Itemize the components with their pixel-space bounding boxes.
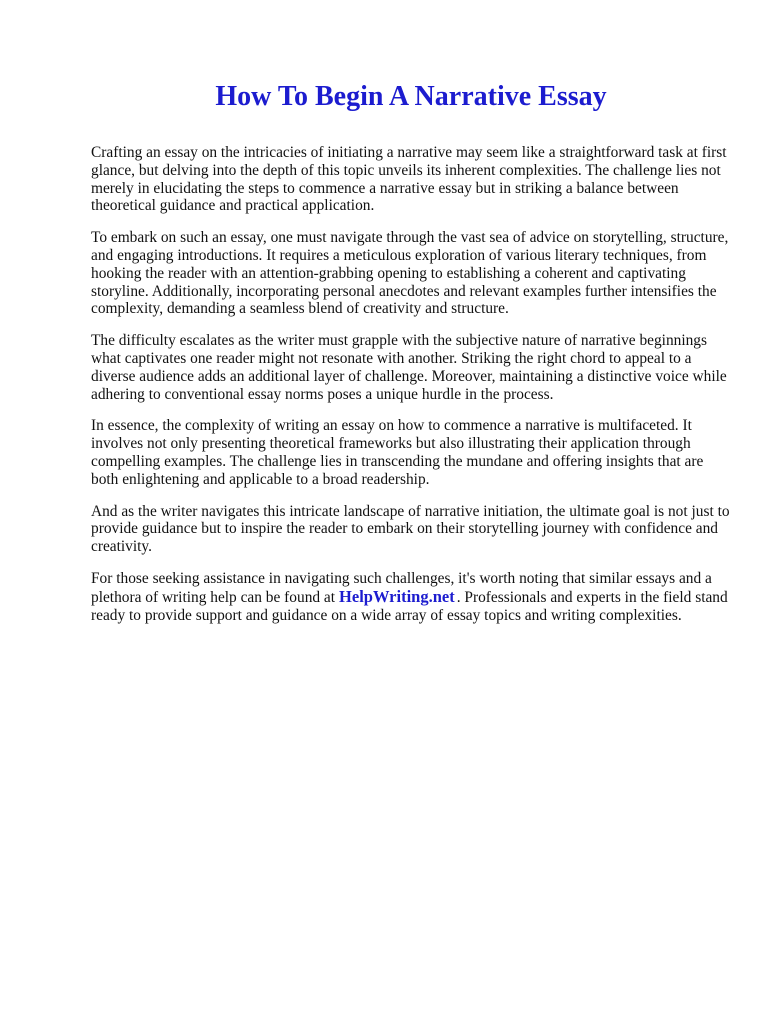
page-title: How To Begin A Narrative Essay (215, 81, 607, 112)
essay-body (91, 144, 731, 638)
helpwriting-link[interactable]: HelpWriting.net (339, 586, 455, 606)
paragraph-5: And as the writer navigates this intricate landscape of narrative initiation, the ultimate goal is not just to provide guidance but to inspire the reader to embark on their storytelling journey with confidence and creativity. (91, 502, 730, 556)
paragraph-6-after-link: . Professionals and experts in the field stand ready to provide support and guidance on a wide array of essay topics and writing complexities. (91, 588, 728, 624)
paragraph-1: Crafting an essay on the intricacies of initiating a narrative may seem like a straightforward task at first glance, but delving into the depth of this topic unveils its inherent complexities. The challenge lies not merely in elucidating the steps to commence a narrative essay but in striking a balance between theoretical guidance and practical application. (91, 144, 727, 215)
paragraph-6-before-link: For those seeking assistance in navigating such challenges, it's worth noting that similar essays and a plethora of writing help can be found at (91, 569, 712, 606)
paragraph-6 (91, 570, 731, 624)
paragraph-3: The difficulty escalates as the writer must grapple with the subjective nature of narrative beginnings what captivates one reader might not resonate with another. Striking the right chord to appeal to a diverse audience adds an additional layer of challenge. Moreover, maintaining a distinctive voice while adhering to conventional essay norms poses a unique hurdle in the process. (91, 332, 731, 403)
paragraph-2: To embark on such an essay, one must navigate through the vast sea of advice on storytelling, structure, and engaging introductions. It requires a meticulous exploration of various literary techniques, from hooking the reader with an attention-grabbing opening to establishing a coherent and captivating storyline. Additionally, incorporating personal anecdotes and relevant examples further intensifies the complexity, demanding a seamless blend of creativity and structure. (91, 229, 729, 318)
paragraph-4: In essence, the complexity of writing an essay on how to commence a narrative is multifaceted. It involves not only presenting theoretical frameworks but also illustrating their application through compelling examples. The challenge lies in transcending the mundane and offering insights that are both enlightening and applicable to a broad readership. (91, 417, 704, 488)
